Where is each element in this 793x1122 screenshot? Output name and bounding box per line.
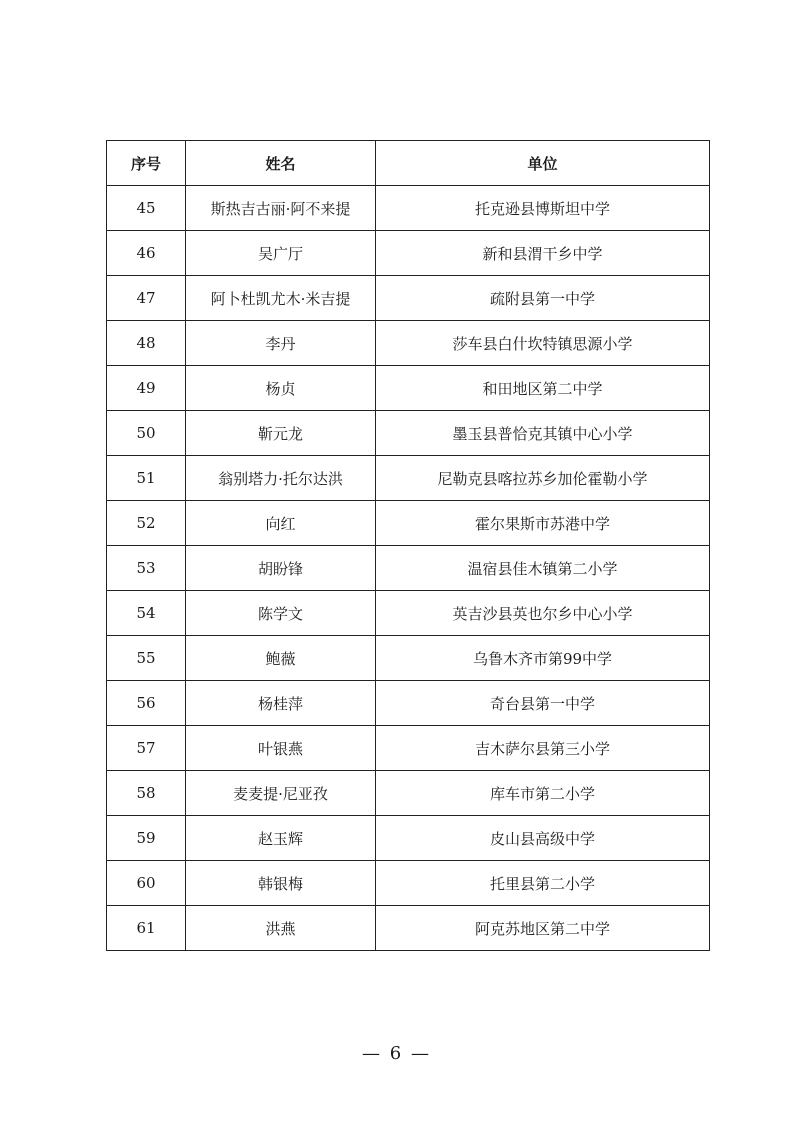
cell-serial-number: 51 xyxy=(107,456,186,501)
cell-serial-number: 54 xyxy=(107,591,186,636)
cell-serial-number: 50 xyxy=(107,411,186,456)
cell-unit: 吉木萨尔县第三小学 xyxy=(376,726,710,771)
cell-name: 阿卜杜凯尤木·米吉提 xyxy=(186,276,376,321)
table-row xyxy=(107,771,710,816)
roster-table xyxy=(106,140,710,951)
cell-serial-number: 53 xyxy=(107,546,186,591)
cell-name: 杨贞 xyxy=(186,366,376,411)
cell-unit: 疏附县第一中学 xyxy=(376,276,710,321)
cell-serial-number: 47 xyxy=(107,276,186,321)
cell-unit: 霍尔果斯市苏港中学 xyxy=(376,501,710,546)
table-row xyxy=(107,591,710,636)
table-row xyxy=(107,546,710,591)
cell-unit: 托克逊县博斯坦中学 xyxy=(376,186,710,231)
cell-serial-number: 55 xyxy=(107,636,186,681)
table-row xyxy=(107,681,710,726)
cell-serial-number: 52 xyxy=(107,501,186,546)
cell-serial-number: 45 xyxy=(107,186,186,231)
cell-name: 靳元龙 xyxy=(186,411,376,456)
cell-unit: 托里县第二小学 xyxy=(376,861,710,906)
cell-name: 斯热吉古丽·阿不来提 xyxy=(186,186,376,231)
table-row xyxy=(107,456,710,501)
cell-serial-number: 58 xyxy=(107,771,186,816)
header-name: 姓名 xyxy=(186,141,376,186)
table-row xyxy=(107,366,710,411)
cell-unit: 墨玉县普恰克其镇中心小学 xyxy=(376,411,710,456)
table-row xyxy=(107,411,710,456)
header-row xyxy=(107,141,710,186)
table-row xyxy=(107,321,710,366)
cell-name: 向红 xyxy=(186,501,376,546)
cell-unit: 莎车县白什坎特镇思源小学 xyxy=(376,321,710,366)
cell-serial-number: 49 xyxy=(107,366,186,411)
cell-name: 韩银梅 xyxy=(186,861,376,906)
table-row xyxy=(107,726,710,771)
header-unit: 单位 xyxy=(376,141,710,186)
table-row xyxy=(107,276,710,321)
cell-serial-number: 56 xyxy=(107,681,186,726)
cell-name: 赵玉辉 xyxy=(186,816,376,861)
table-row xyxy=(107,231,710,276)
cell-serial-number: 46 xyxy=(107,231,186,276)
cell-unit: 奇台县第一中学 xyxy=(376,681,710,726)
table-row xyxy=(107,186,710,231)
cell-unit: 温宿县佳木镇第二小学 xyxy=(376,546,710,591)
cell-name: 吴广厅 xyxy=(186,231,376,276)
cell-serial-number: 60 xyxy=(107,861,186,906)
cell-unit: 和田地区第二中学 xyxy=(376,366,710,411)
table-body xyxy=(107,186,710,951)
table-row xyxy=(107,861,710,906)
cell-unit: 乌鲁木齐市第99中学 xyxy=(376,636,710,681)
cell-name: 麦麦提·尼亚孜 xyxy=(186,771,376,816)
cell-name: 胡盼锋 xyxy=(186,546,376,591)
cell-serial-number: 48 xyxy=(107,321,186,366)
cell-serial-number: 61 xyxy=(107,906,186,951)
cell-name: 杨桂萍 xyxy=(186,681,376,726)
header-serial-number: 序号 xyxy=(107,141,186,186)
cell-unit: 皮山县高级中学 xyxy=(376,816,710,861)
table-row xyxy=(107,501,710,546)
table-header xyxy=(107,141,710,186)
cell-name: 李丹 xyxy=(186,321,376,366)
cell-unit: 英吉沙县英也尔乡中心小学 xyxy=(376,591,710,636)
cell-unit: 阿克苏地区第二中学 xyxy=(376,906,710,951)
table-row xyxy=(107,816,710,861)
table-row xyxy=(107,906,710,951)
cell-name: 陈学文 xyxy=(186,591,376,636)
cell-name: 鲍薇 xyxy=(186,636,376,681)
cell-unit: 库车市第二小学 xyxy=(376,771,710,816)
cell-name: 翁别塔力·托尔达洪 xyxy=(186,456,376,501)
cell-name: 叶银燕 xyxy=(186,726,376,771)
cell-serial-number: 59 xyxy=(107,816,186,861)
page-number: — 6 — xyxy=(362,1043,431,1064)
table-row xyxy=(107,636,710,681)
cell-name: 洪燕 xyxy=(186,906,376,951)
cell-serial-number: 57 xyxy=(107,726,186,771)
cell-unit: 新和县渭干乡中学 xyxy=(376,231,710,276)
cell-unit: 尼勒克县喀拉苏乡加伦霍勒小学 xyxy=(376,456,710,501)
